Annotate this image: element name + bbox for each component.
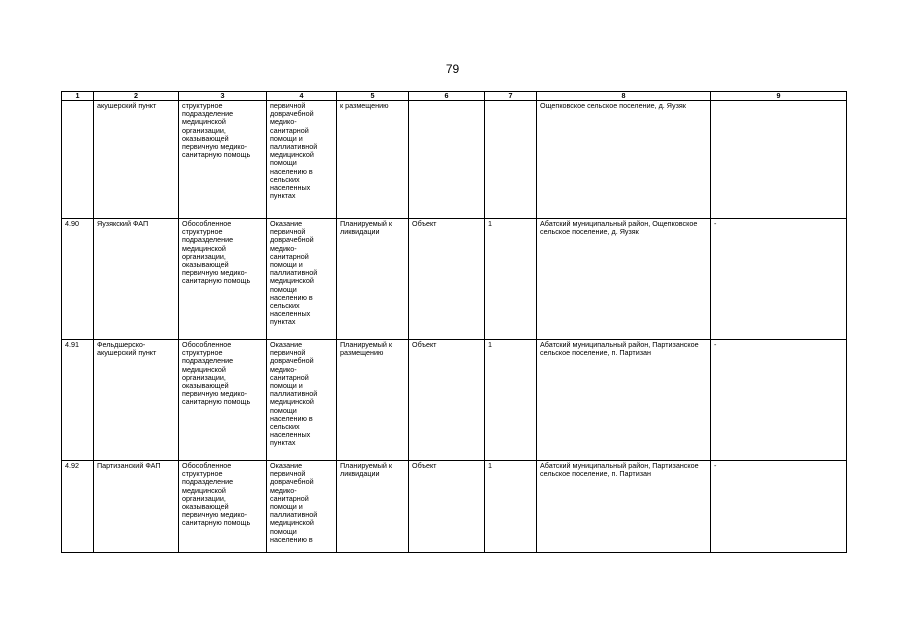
cell-location: Абатский муниципальный район, Партизанское сельское поселение, п. Партизан [537, 340, 711, 461]
cell-quantity: 1 [485, 219, 537, 340]
cell-location: Абатский муниципальный район, Партизанское сельское поселение, п. Партизан [537, 461, 711, 553]
cell-zone: - [711, 461, 847, 553]
column-header-1: 1 [62, 92, 94, 101]
table-row [62, 219, 847, 340]
cell-location: Абатский муниципальный район, Ощепковское сельское поселение, д. Яузяк [537, 219, 711, 340]
cell-type: Обособленное структурное подразделение медицинской организации, оказывающей первичную медико-санитарную помощь [179, 340, 267, 461]
column-header-5: 5 [337, 92, 409, 101]
cell-type: Обособленное структурное подразделение медицинской организации, оказывающей первичную медико-санитарную помощь [179, 219, 267, 340]
cell-purpose: первичной доврачебной медико-санитарной помощи и паллиативной медицинской помощи населению в сельских населенных пунктах [267, 101, 337, 219]
cell-number [62, 101, 94, 219]
cell-status: Планируемый к ликвидации [337, 219, 409, 340]
cell-purpose: Оказание первичной доврачебной медико-санитарной помощи и паллиативной медицинской помощи населению в сельских населенных пунктах [267, 219, 337, 340]
cell-status: Планируемый к размещению [337, 340, 409, 461]
column-header-8: 8 [537, 92, 711, 101]
cell-zone: - [711, 340, 847, 461]
cell-number: 4.91 [62, 340, 94, 461]
cell-quantity: 1 [485, 461, 537, 553]
cell-unit: Объект [409, 461, 485, 553]
cell-number: 4.90 [62, 219, 94, 340]
column-header-4: 4 [267, 92, 337, 101]
facilities-table [61, 91, 847, 553]
cell-type: структурное подразделение медицинской организации, оказывающей первичную медико-санитарную помощь [179, 101, 267, 219]
cell-number: 4.92 [62, 461, 94, 553]
cell-purpose: Оказание первичной доврачебной медико-санитарной помощи и паллиативной медицинской помощи населению в [267, 461, 337, 553]
cell-status: Планируемый к ликвидации [337, 461, 409, 553]
cell-location: Ощепковское сельское поселение, д. Яузяк [537, 101, 711, 219]
table-row [62, 461, 847, 553]
page-number: 79 [445, 62, 460, 76]
column-header-3: 3 [179, 92, 267, 101]
cell-name: Фельдшерско-акушерский пункт [94, 340, 179, 461]
cell-quantity [485, 101, 537, 219]
cell-type: Обособленное структурное подразделение медицинской организации, оказывающей первичную медико-санитарную помощь [179, 461, 267, 553]
table-row [62, 340, 847, 461]
cell-name: акушерский пункт [94, 101, 179, 219]
cell-name: Партизанский ФАП [94, 461, 179, 553]
cell-name: Яузякский ФАП [94, 219, 179, 340]
cell-unit: Объект [409, 340, 485, 461]
cell-purpose: Оказание первичной доврачебной медико-санитарной помощи и паллиативной медицинской помощи населению в сельских населенных пунктах [267, 340, 337, 461]
column-header-6: 6 [409, 92, 485, 101]
cell-quantity: 1 [485, 340, 537, 461]
cell-zone: - [711, 219, 847, 340]
cell-unit [409, 101, 485, 219]
cell-zone [711, 101, 847, 219]
column-header-9: 9 [711, 92, 847, 101]
table-header-row [62, 92, 847, 101]
cell-status: к размещению [337, 101, 409, 219]
table-row [62, 101, 847, 219]
column-header-7: 7 [485, 92, 537, 101]
column-header-2: 2 [94, 92, 179, 101]
cell-unit: Объект [409, 219, 485, 340]
